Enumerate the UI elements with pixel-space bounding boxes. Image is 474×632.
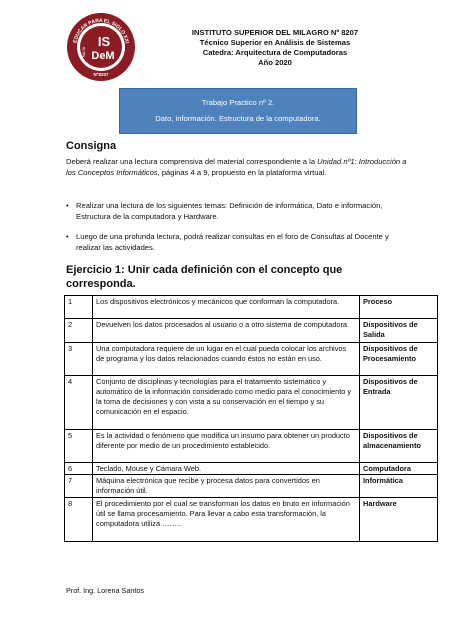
row-definition: Conjunto de disciplinas y tecnologías para el tratamiento sistemático y automático de la información considerado como medio para el conocimiento y la toma de decisiones y con vista a su conservación en el tiempo y su comunicación en el espacio.: [93, 376, 360, 430]
logo-letters-top: IS: [97, 34, 111, 49]
row-number: 5: [65, 430, 93, 463]
row-number: 6: [65, 463, 93, 475]
row-definition: Teclado, Mouse y Cámara Web.: [93, 463, 360, 475]
row-number: 7: [65, 475, 93, 498]
exercise-heading: Ejercicio 1: Unir cada definición con el concepto que corresponda.: [66, 264, 343, 290]
assignment-banner: [119, 88, 357, 134]
table-row: [65, 376, 438, 430]
consigna-bullet: [66, 232, 410, 253]
table-row: [65, 343, 438, 376]
row-definition: El procedimiento por el cual se transforman los datos en bruto en información útil se llama procesamiento. Para llevar a cabo esta transformación, la computadora utiliza ……..: [93, 498, 360, 542]
consigna-bullet: [66, 201, 410, 222]
unit-reference: Unidad nº1: Introducción a los Conceptos Informáticos: [66, 157, 407, 177]
row-concept: Computadora: [360, 463, 438, 475]
row-definition: Los dispositivos electrónicos y mecánicos que conforman la computadora.: [93, 296, 360, 319]
consigna-heading: Consigna: [66, 140, 117, 152]
row-number: 2: [65, 319, 93, 343]
row-definition: Máquina electrónica que recibe y procesa datos para convertidos en información útil.: [93, 475, 360, 498]
matching-table: [64, 295, 438, 542]
row-concept: Informática: [360, 475, 438, 498]
bullet-text: Luego de una profunda lectura, podrá realizar consultas en el foro de Consultas al Docente y realizar las actividades.: [76, 232, 389, 252]
header-subject: Catedra: Arquitectura de Computadoras: [202, 48, 348, 57]
intro-text-a: Deberá realizar una lectura comprensiva del material correspondiente a la: [66, 157, 318, 166]
row-number: 8: [65, 498, 93, 542]
header-year: Año 2020: [258, 58, 292, 67]
table-row: [65, 296, 438, 319]
bullet-text: Realizar una lectura de los siguientes temas: Definición de informática, Dato e información, Estructura de la computadora y Hardware.: [76, 201, 383, 221]
logo-ring-text: EDUCAR PARA EL SIGLO XXI: [72, 17, 130, 44]
row-concept: Proceso: [360, 296, 438, 319]
row-concept: Dispositivos de almacenamiento: [360, 430, 438, 463]
row-concept: Dispositivos de Procesamiento: [360, 343, 438, 376]
table-row: [65, 498, 438, 542]
table-row: [65, 463, 438, 475]
table-row: [65, 475, 438, 498]
header-career: Técnico Superior en Análisis de Sistemas: [199, 38, 351, 47]
row-definition: Devuelven los datos procesados al usuario o a otro sistema de computadora.: [93, 319, 360, 343]
bullet-icon: •: [66, 232, 69, 241]
bullet-icon: •: [66, 201, 69, 210]
document-header: [150, 28, 400, 68]
table-row: [65, 319, 438, 343]
row-definition: Una computadora requiere de un lugar en el cual pueda colocar los archivos de programa y los datos relacionados cuando éstos no están en uso.: [93, 343, 360, 376]
row-concept: Dispositivos de Entrada: [360, 376, 438, 430]
institution-logo: [66, 12, 136, 82]
logo-number: Nº8207: [93, 72, 109, 77]
intro-text-b: , páginas 4 a 9, propuesto en la plataforma virtual.: [157, 167, 327, 177]
logo-side-text: SALTA: [82, 46, 86, 58]
row-concept: Hardware: [360, 498, 438, 542]
footer-author: Prof. Ing. Lorena Santos: [66, 586, 144, 595]
row-number: 3: [65, 343, 93, 376]
banner-subtitle: Dato, información. Estructura de la computadora.: [155, 114, 321, 123]
logo-letters-bottom: DeM: [91, 50, 115, 62]
row-number: 4: [65, 376, 93, 430]
table-row: [65, 430, 438, 463]
header-institution: INSTITUTO SUPERIOR DEL MILAGRO Nº 8207: [191, 28, 359, 37]
row-concept: Dispositivos de Salida: [360, 319, 438, 343]
row-number: 1: [65, 296, 93, 319]
consigna-intro: [66, 157, 410, 178]
row-definition: Es la actividad o fenómeno que modifica un insumo para obtener un producto diferente por medio de un procedimiento establecido.: [93, 430, 360, 463]
banner-title: Trabajo Practico nº 2.: [201, 98, 275, 107]
